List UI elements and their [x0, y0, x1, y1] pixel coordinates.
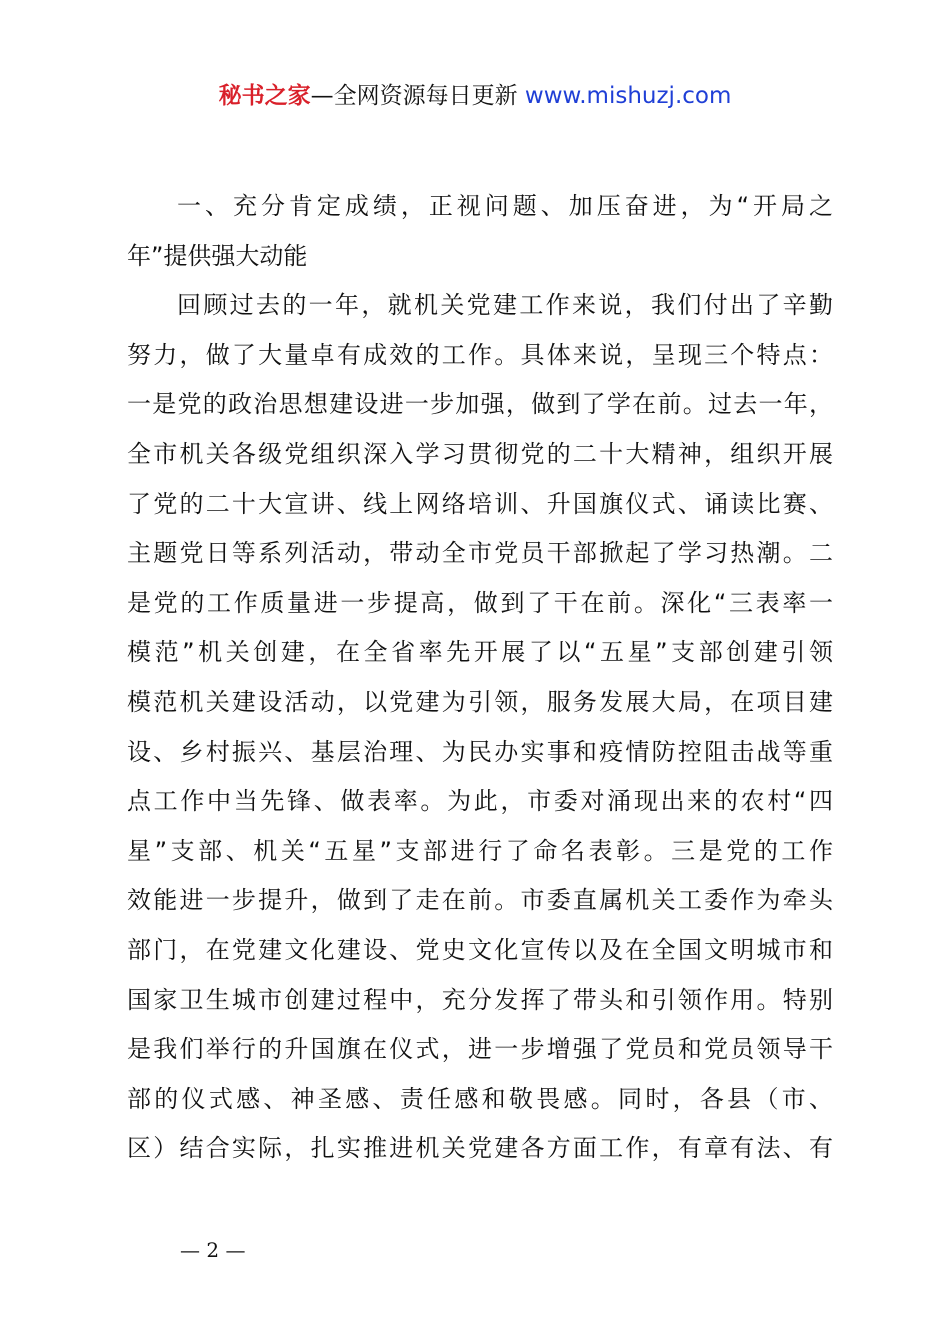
paragraph-line: 模范”机关创建，在全省率先开展了以“五星”支部创建引领 — [127, 638, 833, 667]
site-url[interactable]: www.mishuzj.com — [524, 83, 732, 109]
paragraph-line: 设、乡村振兴、基层治理、为民办实事和疫情防控阻击战等重 — [127, 737, 833, 766]
paragraph-line: 是党的工作质量进一步提高，做到了干在前。深化“三表率一 — [127, 588, 833, 617]
section-heading-line: 一、充分肯定成绩，正视问题、加压奋进，为“开局之 — [177, 192, 833, 220]
paragraph-line: 回顾过去的一年，就机关党建工作来说，我们付出了辛勤 — [177, 291, 833, 320]
header-tagline: —全网资源每日更新 — [310, 83, 518, 109]
paragraph-line: 全市机关各级党组织深入学习贯彻党的二十大精神，组织开展 — [127, 439, 833, 468]
paragraph-line: 一是党的政治思想建设进一步加强，做到了学在前。过去一年， — [127, 390, 833, 419]
paragraph-line: 点工作中当先锋、做表率。为此，市委对涌现出来的农村“四 — [127, 787, 833, 816]
paragraph-line: 了党的二十大宣讲、线上网络培训、升国旗仪式、诵读比赛、 — [127, 489, 833, 518]
document-body — [127, 182, 833, 1174]
paragraph-line: 效能进一步提升，做到了走在前。市委直属机关工委作为牵头 — [127, 886, 833, 915]
page-number: — 2 — — [180, 1238, 246, 1262]
paragraph-line: 是我们举行的升国旗在仪式，进一步增强了党员和党员领导干 — [127, 1035, 833, 1064]
paragraph-line: 主题党日等系列活动，带动全市党员干部掀起了学习热潮。二 — [127, 539, 833, 568]
paragraph-line: 部的仪式感、神圣感、责任感和敬畏感。同时，各县（市、 — [127, 1084, 833, 1113]
paragraph-line: 部门，在党建文化建设、党史文化宣传以及在全国文明城市和 — [127, 935, 833, 964]
paragraph-line: 国家卫生城市创建过程中，充分发挥了带头和引领作用。特别 — [127, 985, 833, 1014]
paragraph-line: 区）结合实际，扎实推进机关党建各方面工作，有章有法、有 — [127, 1134, 833, 1163]
paragraph-line: 模范机关建设活动，以党建为引领，服务发展大局，在项目建 — [127, 687, 833, 716]
site-header — [0, 80, 950, 112]
section-heading-line: 年”提供强大动能 — [127, 241, 308, 270]
paragraph-line: 努力，做了大量卓有成效的工作。具体来说，呈现三个特点： — [127, 340, 833, 369]
paragraph-line: 星”支部、机关“五星”支部进行了命名表彰。三是党的工作 — [127, 836, 833, 865]
brand-name: 秘书之家 — [218, 83, 311, 109]
